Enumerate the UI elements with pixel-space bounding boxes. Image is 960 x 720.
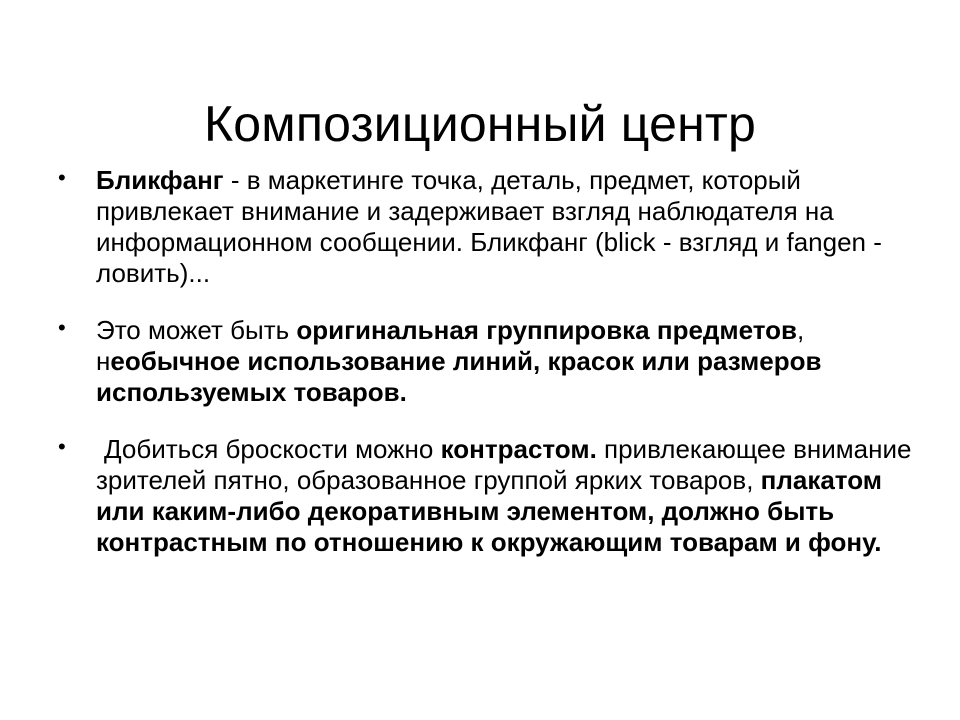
bullet-marker: •: [58, 165, 66, 190]
bullet-text: , н: [96, 315, 805, 376]
term-blickfang: Бликфанг: [96, 165, 224, 195]
bullet-item-3: [58, 434, 918, 558]
slide-title: Композиционный центр: [203, 95, 757, 152]
bullet-text: Это может быть: [96, 315, 297, 345]
bullet-marker: •: [58, 434, 66, 459]
bullet-text-bold: еобычное использование линий, красок или размеров используемых товаров.: [96, 346, 822, 407]
bullet-marker: •: [58, 315, 66, 340]
bullet-list: [58, 165, 918, 558]
bullet-text-bold: оригинальная группировка предметов: [296, 315, 798, 345]
bullet-item-2: [58, 315, 918, 408]
definition-text: - в маркетинге точка, деталь, предмет, который привлекает внимание и задерживает взгляд наблюдателя на информационном сообщении. Бликфанг (blick - взгляд и fangen - ловить)...: [96, 165, 882, 288]
bullet-text-bold: контрастом.: [440, 434, 597, 464]
bullet-text-bold: плакатом или каким-либо декоративным элементом, должно быть контрастным по отношению к окружающим товарам и фону.: [96, 465, 882, 557]
bullet-text: Добиться броскости можно: [104, 434, 441, 464]
bullet-item-1: [58, 165, 918, 289]
bullet-text: привлекающее внимание зрителей пятно, образованное группой ярких товаров,: [96, 434, 912, 495]
